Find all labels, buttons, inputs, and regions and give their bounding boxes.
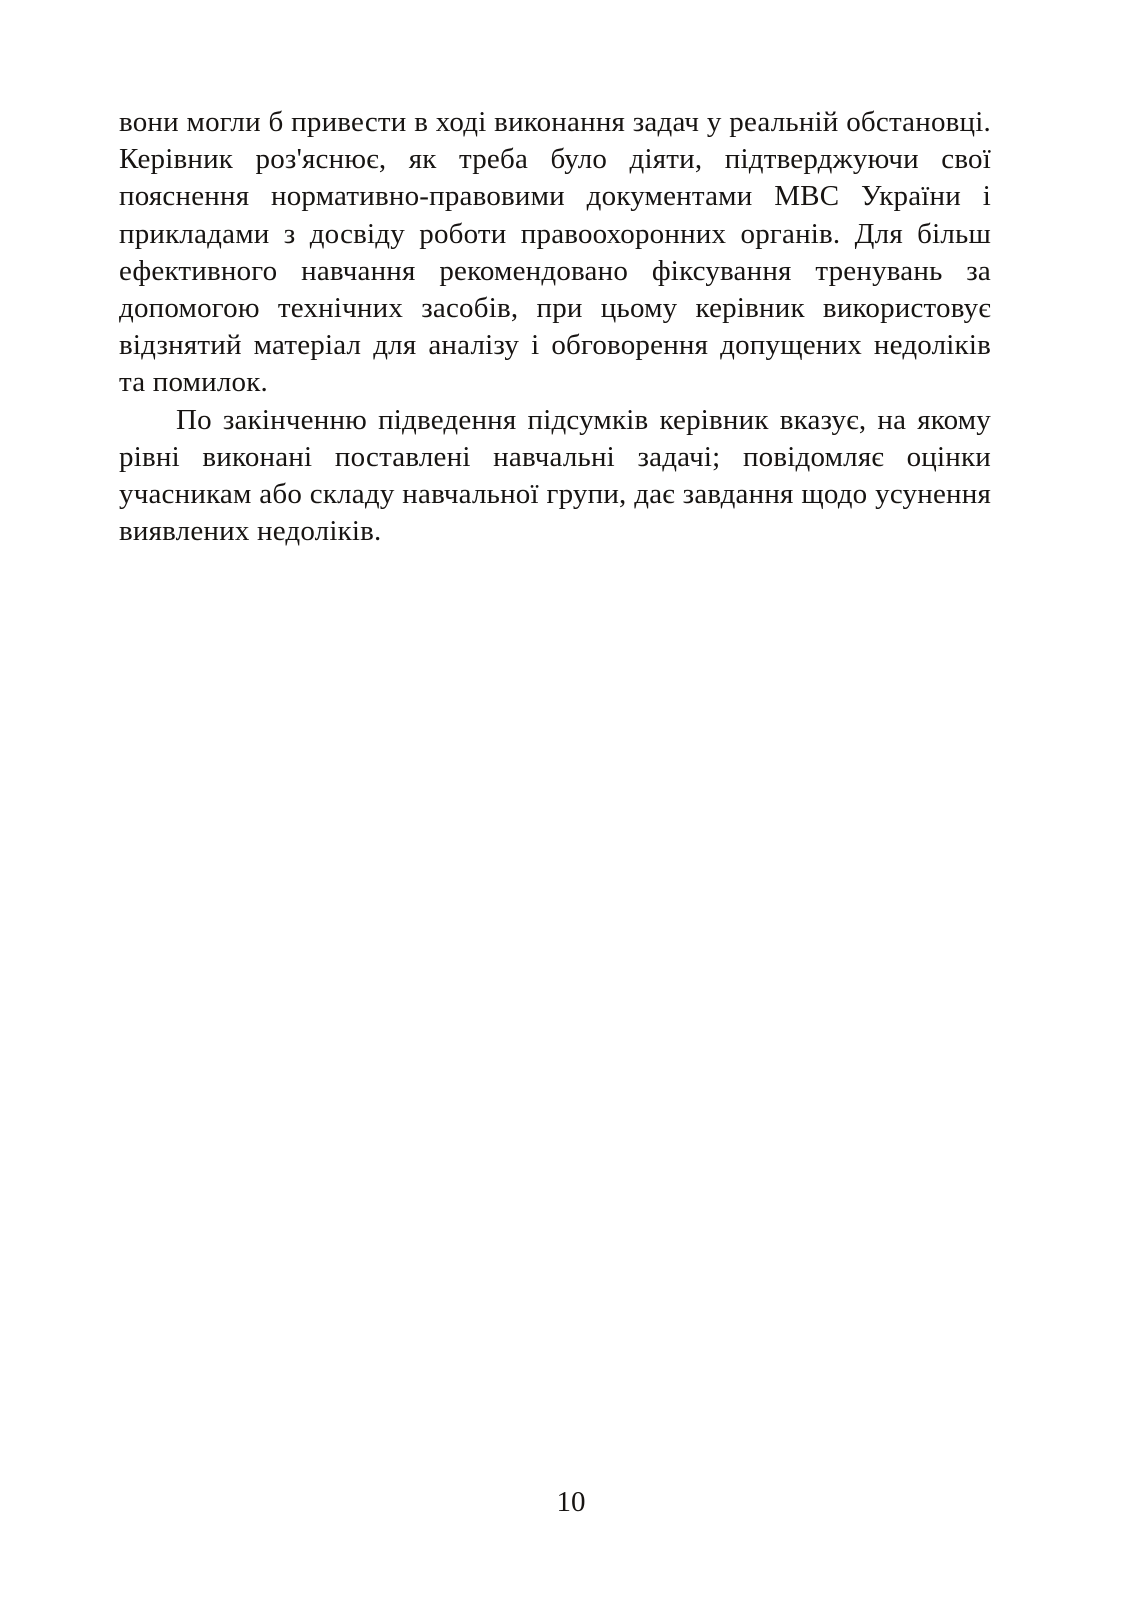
paragraph-continuation: вони могли б привести в ході виконання задач у реальній обстановці. Керівник роз'яснює, як треба було діяти, підтверджуючи свої пояснення нормативно-правовими документами МВС України і прикладами з досвіду роботи правоохоронних органів. Для більш ефективного навчання рекомендовано фіксування тренувань за допомогою технічних засобів, при цьому керівник використовує відзнятий матеріал для аналізу і обговорення допущених недоліків та помилок. bbox=[119, 106, 991, 399]
page-number: 10 bbox=[556, 1486, 586, 1518]
paragraph: По закінченню підведення підсумків керівник вказує, на якому рівні виконані поставлені навчальні задачі; повідомляє оцінки учасникам або складу навчальної групи, дає завдання щодо усунення виявлених недоліків. bbox=[119, 403, 991, 548]
body-text bbox=[119, 104, 991, 550]
